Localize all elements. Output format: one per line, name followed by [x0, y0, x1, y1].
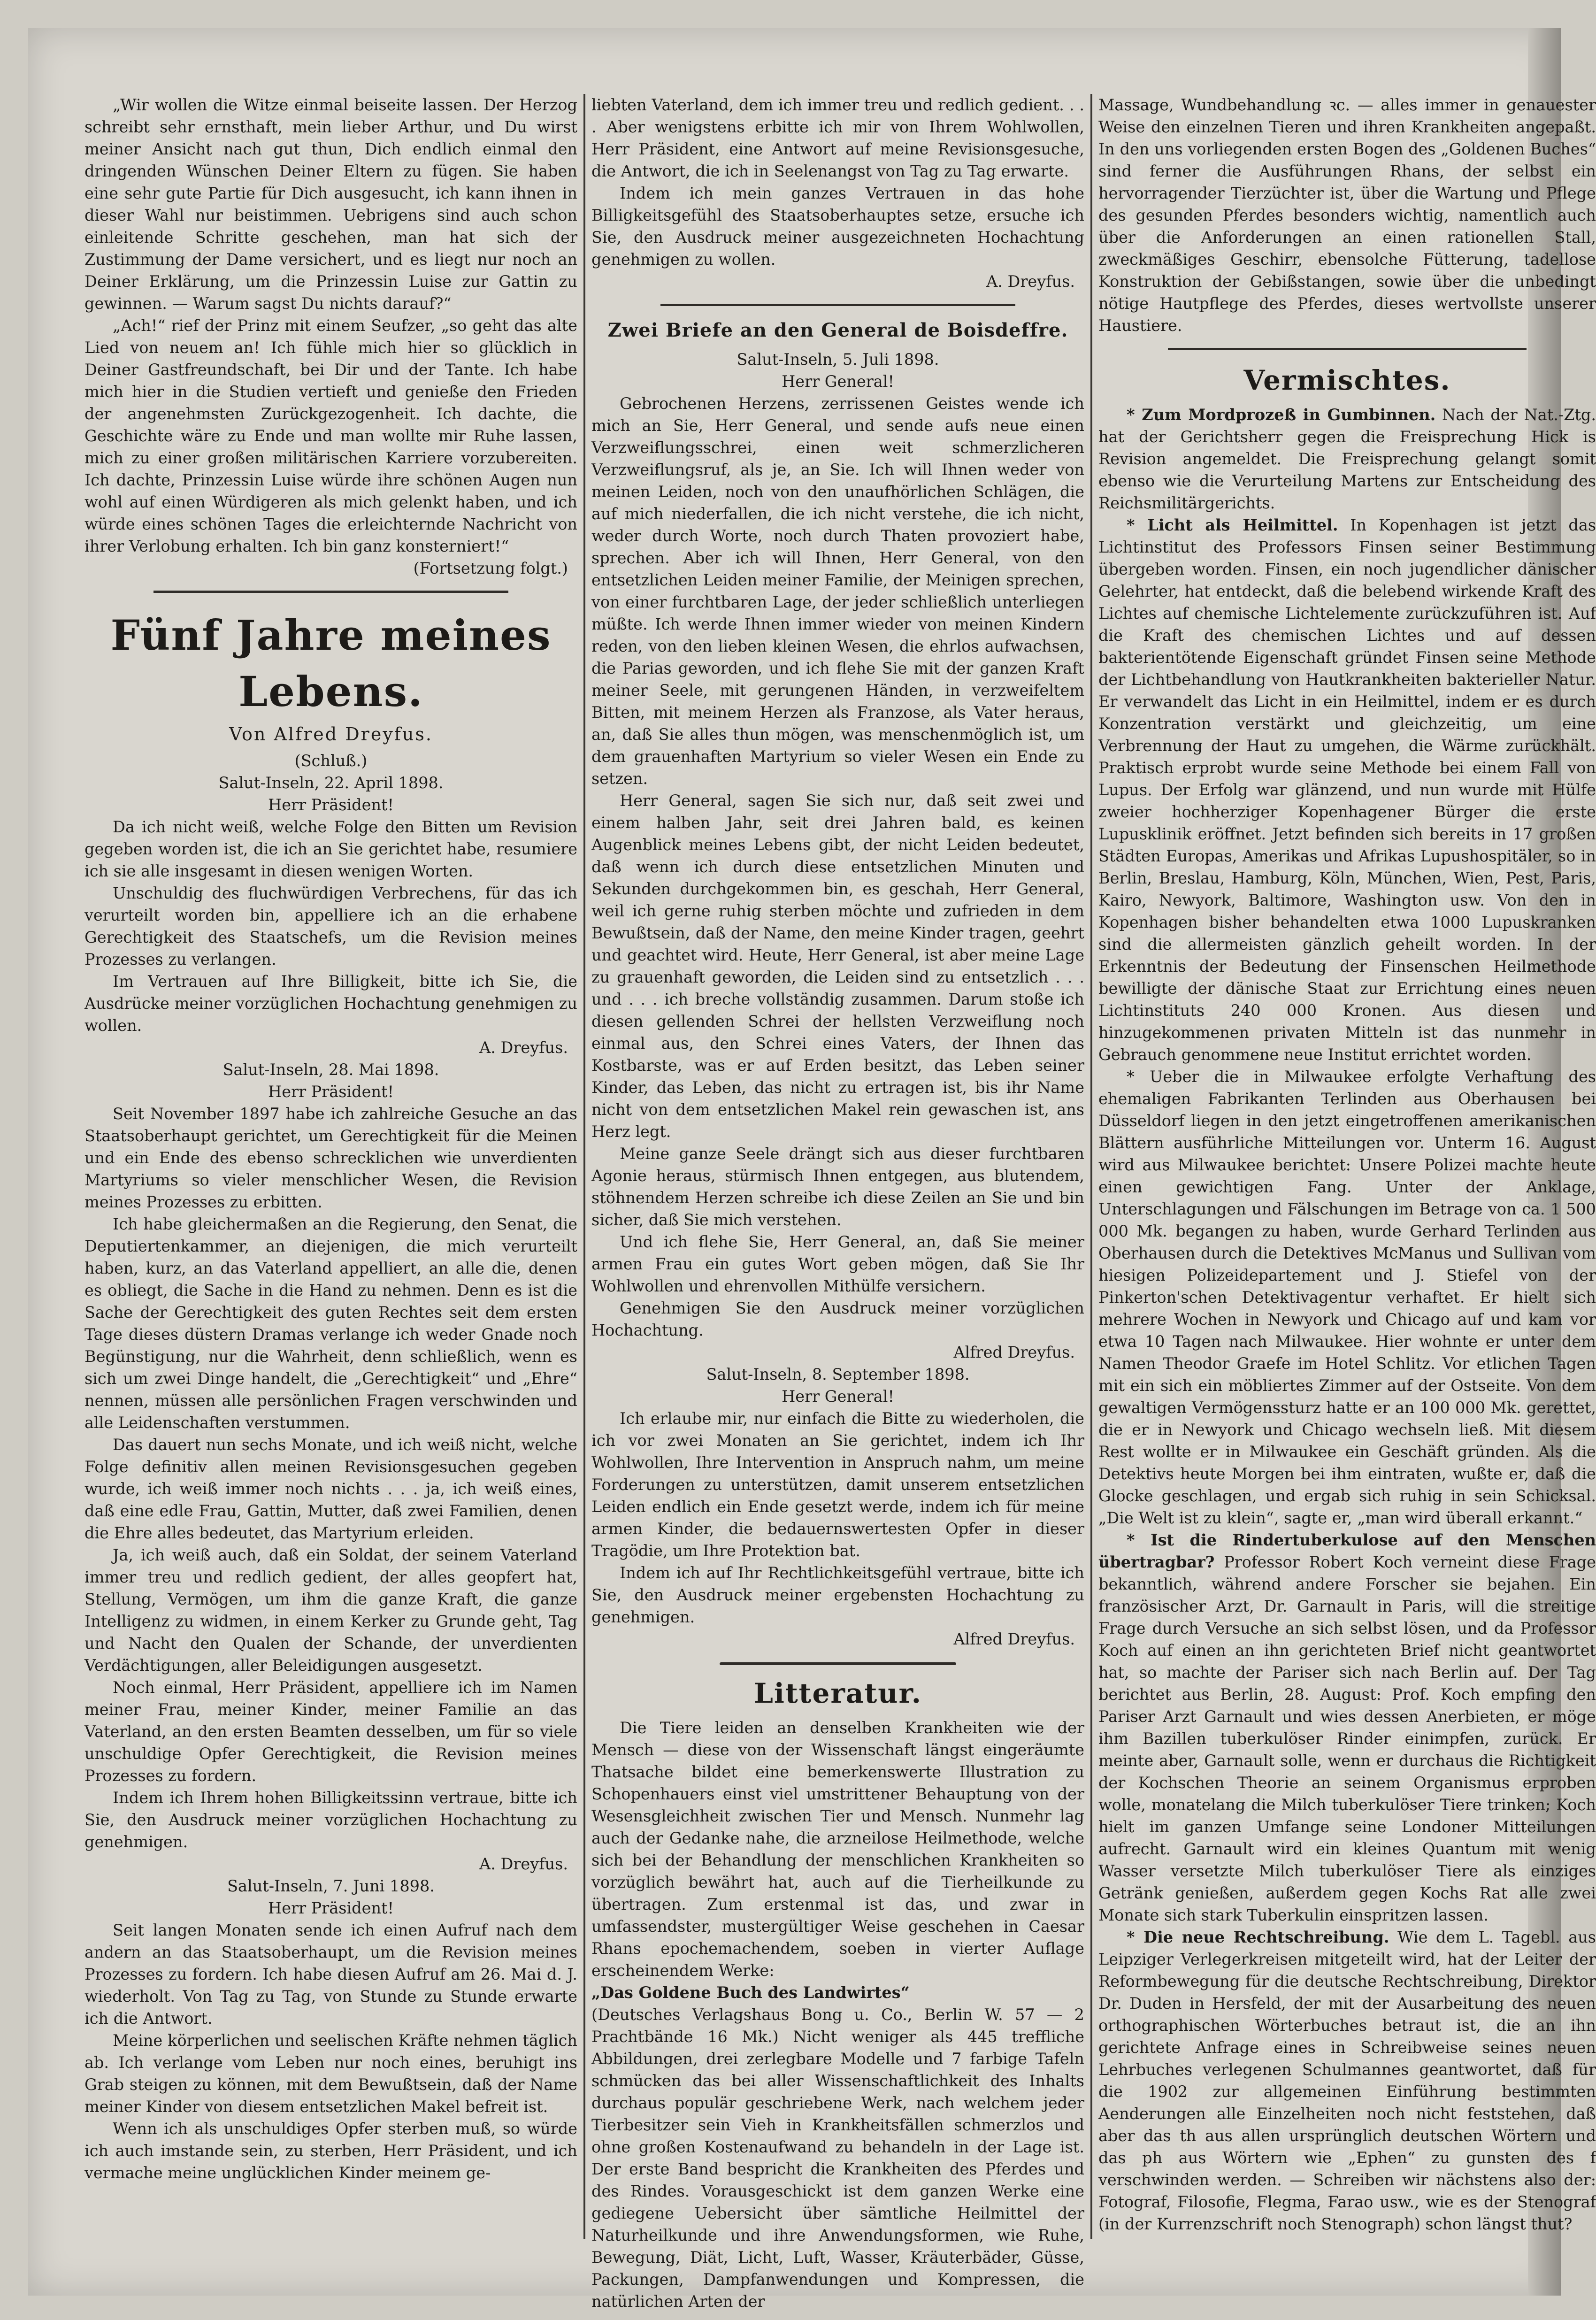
letter-paragraph: Indem ich Ihrem hohen Billigkeitssinn vertraue, bitte ich Sie, den Ausdruck meiner vorzüglichen Hochachtung zu genehmigen.	[84, 1789, 577, 1851]
news-item-title: * Ist die Rindertuberkulose auf den Menschen übertragbar?	[1098, 1531, 1596, 1571]
letter-paragraph: Unschuldig des fluchwürdigen Verbrechens, für das ich verurteilt worden bin, appelliere ich an die erhabene Gerechtigkeit des Staatschefs, um die Revision meines Prozesses zu verlangen.	[84, 884, 577, 968]
column-1	[84, 94, 577, 2239]
article-paragraph: Massage, Wundbehandlung ꝛc. — alles immer in genauester Weise den einzelnen Tieren und ihren Krankheiten angepaßt. In den uns vorliegenden ersten Bogen des „Goldenen Buches“ sind ferner die Ausführungen Rhans, der selbst ein hervorragender Tierzüchter ist, über die Wartung und Pflege des gesunden Pferdes besonders wichtig, namentlich auch über die Anforderungen an einen rationellen Stall, zweckmäßiges Geschirr, ebensolche Fütterung, tadellose Konstruktion der Gebißstangen, sowie über die unbedingt nötige Hautpflege des Pferdes, dieses wertvollste unserer Haustiere.	[1098, 96, 1596, 335]
letter-paragraph: Seit langen Monaten sende ich einen Aufruf nach dem andern an das Staatsoberhaupt, um die Revision meines Prozesses zu fordern. Ich habe diesen Aufruf am 26. Mai d. J. wiederholt. Von Tag zu Tag, von Stunde zu Stunde erwarte ich die Antwort.	[84, 1921, 577, 2028]
letter-signature: A. Dreyfus.	[479, 1855, 568, 1873]
letter-paragraph: Ich erlaube mir, nur einfach die Bitte zu wiederholen, die ich vor zwei Monaten an Sie gerichtet, indem ich Ihr Wohlwollen, Ihre Intervention in Anspruch nahm, um meine Forderungen zu unterstützen, damit unserem entsetzlichen Leiden endlich ein Ende gesetzt werde, indem ich für meine armen Kinder, die bedauernswertesten Opfer in dieser Tragödie, um Ihre Protektion bat.	[591, 1409, 1084, 1560]
letter-paragraph: Noch einmal, Herr Präsident, appelliere ich im Namen meiner Frau, meiner Kinder, meiner Familie an das Vaterland, an den ersten Beamten desselben, um für so viele unschuldige Opfer Gerechtigkeit, die Revision meines Prozesses zu fordern.	[84, 1678, 577, 1785]
letter-signature: Alfred Dreyfus.	[953, 1630, 1075, 1648]
letter-date: Salut-Inseln, 28. Mai 1898.	[223, 1060, 439, 1079]
news-item	[1098, 404, 1596, 514]
serial-paragraph: „Ach!“ rief der Prinz mit einem Seufzer, „so geht das alte Lied von neuem an! Ich fühle mich hier so glücklich in Deiner Gastfreundschaft, bei Dir und der Tante. Ich habe mich hier in die Studien vertieft und genieße den Frieden der angenehmsten Zurückgezogenheit. Ich dachte, die Geschichte wäre zu Ende und man wollte mir Ruhe lassen, mich zu einer großen militärischen Karriere vorzubereiten. Ich dachte, Prinzessin Luise würde ihre schönen Augen nun wohl auf einen Würdigeren als mich gelenkt haben, und ich würde eines schönen Tages die erleichternde Nachricht von ihrer Verlobung erhalten. Ich bin ganz konsterniert!“	[84, 316, 577, 555]
section-heading: Zwei Briefe an den General de Boisdeffre.	[607, 319, 1068, 341]
article-headline: Fünf Jahre meines Lebens.	[110, 611, 552, 716]
letter-paragraph: Und ich flehe Sie, Herr General, an, daß Sie meiner armen Frau ein gutes Wort geben mögen, daß Sie Ihr Wohlwollen und ehrenvollen Mithülfe versichern.	[591, 1233, 1084, 1295]
letter-date: Salut-Inseln, 5. Juli 1898.	[737, 350, 939, 369]
column-divider	[1090, 94, 1092, 2239]
letter-greeting: Herr Präsident!	[268, 1899, 394, 1917]
letter-paragraph: Im Vertrauen auf Ihre Billigkeit, bitte ich Sie, die Ausdrücke meiner vorzüglichen Hochachtung genehmigen zu wollen.	[84, 972, 577, 1035]
section-heading: Litteratur.	[754, 1677, 922, 1709]
news-item-text: In Kopenhagen ist jetzt das Lichtinstitut des Professors Finsen seiner Bestimmung übergeben worden. Finsen, ein noch jugendlicher dänischer Gelehrter, hat entdeckt, daß die belebend wirkende Kraft des Lichtes auf chemische Lichtelemente zurückzuführen ist. Auf die Kraft des chemischen Lichtes und auf dessen bakterientötende Eigenschaft gründet Finsen seine Methode der Lichtbehandlung von Hautkrankheiten bakterieller Natur. Er verwandelt das Licht in ein Heilmittel, indem er es durch Konzentration verstärkt und gleichzeitig, um eine Verbrennung der Haut zu umgehen, die Wärme zurückhält. Praktisch erprobt wurde seine Methode bei einem Fall von Lupus. Der Erfolg war glänzend, und nun wurde mit Hülfe zweier hochherziger Kopenhagener Bürger die erste Lupusklinik eröffnet. Jetzt befinden sich bereits in 17 großen Städten Europas, Amerikas und Afrikas Lupushospitäler, so in Berlin, Breslau, Hamburg, Köln, München, Wien, Pest, Paris, Kairo, Newyork, Baltimore, Washington usw. Von den in Kopenhagen bisher behandelten etwa 1000 Lupuskranken sind die allermeisten gänzlich geheilt worden. In der Erkenntnis der Bedeutung der Finsenschen Heilmethode bewilligte der dänische Staat zur Errichtung eines neuen Lichtinstituts 240 000 Kronen. Aus diesen und hinzugekommenen privaten Mitteln ist das nunmehr in Gebrauch genommene neue Institut errichtet worden.	[1098, 516, 1596, 1064]
letter-signature: A. Dreyfus.	[479, 1038, 568, 1057]
letter-paragraph: liebten Vaterland, dem ich immer treu und redlich gedient. . . . Aber wenigstens erbitte ich mir von Ihrem Wohlwollen, Herr Präsident, eine Antwort auf meine Revisionsgesuche, die Antwort, die ich in Seelenangst von Tag zu Tag erwarte.	[591, 96, 1084, 180]
article-byline: Von Alfred Dreyfus.	[229, 724, 433, 745]
news-item-title: * Licht als Heilmittel.	[1127, 516, 1338, 534]
letter-paragraph: Ich habe gleichermaßen an die Regierung, den Senat, die Deputiertenkammer, an diejenigen, die mich verurteilt haben, kurz, an das Vaterland appelliert, an alle die, denen es obliegt, die Sache in die Hand zu nehmen. Denn es ist die Sache der Gerechtigkeit des guten Rechtes seit dem ersten Tage dieses düstern Dramas verlange ich weder Gnade noch Begünstigung, nur die Wahrheit, denn schließlich, wenn es sich um zwei Dinge handelt, die „Gerechtigkeit“ und „Ehre“ nennen, müssen alle persönlichen Fragen verschwinden und alle Leidenschaften verstummen.	[84, 1215, 577, 1432]
letter-paragraph: Meine körperlichen und seelischen Kräfte nehmen täglich ab. Ich verlange vom Leben nur noch eines, beruhigt ins Grab steigen zu können, mit dem Bewußtsein, daß der Name meiner Kinder von diesem entsetzlichen Makel befreit ist.	[84, 2031, 577, 2116]
divider-rule	[1168, 348, 1526, 350]
letter-paragraph: Genehmigen Sie den Ausdruck meiner vorzüglichen Hochachtung.	[591, 1299, 1084, 1339]
letter-paragraph: Das dauert nun sechs Monate, und ich weiß nicht, welche Folge definitiv allen meinen Revisionsgesuchen gegeben wurde, ich weiß immer noch nichts . . . ja, ich weiß eines, daß eine edle Frau, Gattin, Mutter, daß zwei Familien, denen die Ehre alles bedeutet, das Martyrium erleiden.	[84, 1436, 577, 1542]
letter-paragraph: Indem ich mein ganzes Vertrauen in das hohe Billigkeitsgefühl des Staatsoberhauptes setze, ersuche ich Sie, den Ausdruck meiner ausgezeichneten Hochachtung genehmigen zu wollen.	[591, 184, 1084, 269]
letter-paragraph: Meine ganze Seele drängt sich aus dieser furchtbaren Agonie heraus, stürmisch Ihnen entgegen, aus blutendem, stöhnendem Herzen schreibe ich diese Zeilen an Sie und bin sicher, daß Sie mich verstehen.	[591, 1145, 1084, 1229]
letter-paragraph: Wenn ich als unschuldiges Opfer sterben muß, so würde ich auch imstande sein, zu sterben, Herr Präsident, und ich vermache meine unglücklichen Kinder meinem ge-	[84, 2120, 577, 2182]
article-paragraph: Die Tiere leiden an denselben Krankheiten wie der Mensch — diese von der Wissenschaft längst eingeräumte Thatsache bildet eine bemerkenswerte Illustration zu Schopenhauers einst viel umstrittener Behauptung von der Wesensgleichheit zwischen Tier und Mensch. Nunmehr lag auch der Gedanke nahe, die arzneilose Heilmethode, welche sich bei der Behandlung der menschlichen Krankheiten so vorzüglich bewährt hat, auch auf die Tierheilkunde zu übertragen. Zum erstenmal ist das, und zwar in umfassendster, mustergültiger Weise geschehen in Caesar Rhans epochemachendem, soeben in vierter Auflage erscheinendem Werke:	[591, 1719, 1084, 1980]
news-item-title: * Zum Mordprozeß in Gumbinnen.	[1127, 406, 1436, 424]
divider-rule	[720, 1662, 956, 1665]
divider-rule	[153, 591, 508, 593]
news-item: * Ueber die in Milwaukee erfolgte Verhaftung des ehemaligen Fabrikanten Terlinden aus Oberhausen bei Düsseldorf liegen in den jetzt eingetroffenen amerikanischen Blättern ausführliche Mitteilungen vor. Unterm 16. August wird aus Milwaukee berichtet: Unsere Polizei machte heute einen gewichtigen Fang. Unter der Anklage, Unterschlagungen und Fälschungen im Betrage von ca. 1 500 000 Mk. begangen zu haben, wurde Gerhard Terlinden aus Oberhausen durch die Detektives McManus und Sullivan vom hiesigen Polizeidepartement und J. Stiefel von der Pinkerton'schen Detektivagentur verhaftet. Er hielt sich mehrere Wochen in Newyork und Chicago auf und kam vor etwa 10 Tagen nach Milwaukee. Hier wohnte er unter dem Namen Theodor Graefe im Hotel Schlitz. Vor etlichen Tagen mit ein sich ein möbliertes Zimmer auf der Ostseite. Von dem gewaltigen Vermögenssturz hatte er an 100 000 Mk. gerettet, die er in Newyork und Chicago wechseln ließ. Mit diesem Rest wollte er in Milwaukee ein Geschäft gründen. Als die Detektivs heute Morgen bei ihm eintraten, wußte er, daß die Glocke geschlagen, und ergab sich ruhig in sein Schicksal. „Die Welt ist zu klein“, sagte er, „man wird überall erkannt.“	[1098, 1068, 1596, 1527]
letter-date: Salut-Inseln, 22. April 1898.	[218, 774, 444, 792]
letter-date: Salut-Inseln, 8. September 1898.	[706, 1365, 970, 1383]
newspaper-page	[28, 28, 1596, 2311]
letter-signature: Alfred Dreyfus.	[953, 1343, 1075, 1361]
news-item-text: Wie dem L. Tagebl. aus Leipziger Verlegerkreisen mitgeteilt wird, hat der Leiter der Reformbewegung für die deutsche Rechtschreibung, Direktor Dr. Duden in Hersfeld, der mit der Ausarbeitung des neuen orthographischen Wörterbuches betraut ist, die an ihn gerichtete Anfrage eines in Schreibweise seines neuen Lehrbuches verlegenen Schulmannes geantwortet, daß für die 1902 zur allgemeinen Einführung bestimmten Aenderungen alle Einzelheiten noch nicht feststehen, daß aber das th aus allen ursprünglich deutschen Wörtern und das ph aus Wörtern wie „Ephen“ zu gunsten des f verschwinden werden. — Schreiben wir nächstens also der: Fotograf, Filosofie, Flegma, Farao usw., wie es der Stenograf (in der Kurrenzschrift noch Stenograph) schon längst thut?	[1098, 1928, 1596, 2233]
article-paragraph: (Deutsches Verlagshaus Bong u. Co., Berlin W. 57 — 2 Prachtbände 16 Mk.) Nicht weniger als 445 treffliche Abbildungen, drei zerlegbare Modelle und 7 farbige Tafeln schmücken das bei aller Wissenschaftlichkeit des Inhalts durchaus populär geschriebene Werk, nach welchem jeder Tierbesitzer sein Vieh in Krankheitsfällen schmerzlos und ohne großen Kostenaufwand zu behandeln in der Lage ist. Der erste Band bespricht die Krankheiten des Pferdes und des Rindes. Vorausgeschickt ist dem ganzen Werke eine gediegene Uebersicht über sämtliche Heilmittel der Naturheilkunde und ihre Anwendungsformen, wie Ruhe, Bewegung, Diät, Licht, Luft, Wasser, Kräuterbäder, Güsse, Packungen, Dampfanwendungen und Kompressen, die natürlichen Arten der	[591, 2005, 1084, 2311]
column-divider	[583, 94, 585, 2239]
letter-greeting: Herr Präsident!	[268, 1083, 394, 1101]
letter-paragraph: Ja, ich weiß auch, daß ein Soldat, der seinem Vaterland immer treu und redlich gedient, der alles geopfert hat, Stellung, Vermögen, um ihm die ganze Kraft, die ganze Intelligenz zu widmen, in einem Kerker zu Grunde geht, Tag und Nacht den Qualen der Schande, der unverdienten Verdächtigungen, aller Beleidigungen ausgesetzt.	[84, 1546, 577, 1675]
news-item-text: Nach der Nat.-Ztg. hat der Gerichtsherr gegen die Freisprechung Hick is Revision angemeldet. Die Freisprechung gelangt somit ebenso wie die Verurteilung Martens zur Entscheidung des Reichsmilitärgerichts.	[1098, 406, 1596, 512]
column-2	[591, 94, 1084, 2311]
letter-signature: A. Dreyfus.	[986, 272, 1075, 291]
news-item-title: * Die neue Rechtschreibung.	[1127, 1928, 1389, 1946]
divider-rule	[660, 304, 1015, 306]
letter-paragraph: Seit November 1897 habe ich zahlreiche Gesuche an das Staatsoberhaupt gerichtet, um Gerechtigkeit für die Meinen und ein Ende des ebenso schrecklichen wie unverdienten Martyriums so vieler menschlicher Wesen, die Revision meines Prozesses zu erbitten.	[84, 1105, 577, 1211]
news-item-text: Professor Robert Koch verneint diese Frage bekanntlich, während andere Forscher sie bejahen. Ein französischer Arzt, Dr. Garnault in Paris, will die streitige Frage durch Versuche an sich selbst lösen, und da Professor Koch auf einen an ihn gerichteten Brief nicht geantwortet hat, so machte der Pariser sich nach Berlin auf. Der Tag berichtet aus Berlin, 28. August: Prof. Koch empfing den Pariser Arzt Garnault und wies dessen Anerbieten, er möge ihm Bazillen tuberkulöser Rinder einimpfen, zurück. Er meinte aber, Garnault solle, wenn er durchaus die Richtigkeit der Kochschen Theorie an seinem Organismus erproben wolle, monatelang die Milch tuberkulöser Tiere trinken; Koch hielt im ganzen Umfange seine Londoner Mitteilungen aufrecht. Garnault wird ein kleines Quantum mit wenig Wasser versetzte Milch tuberkulöser Tiere als einziges Getränk genießen, außerdem gegen Kochs Rat alle zwei Monate sich stark Tuberkulin einspritzen lassen.	[1098, 1553, 1596, 1924]
news-item	[1098, 514, 1596, 1066]
letter-paragraph: Herr General, sagen Sie sich nur, daß seit zwei und einem halben Jahr, seit drei Jahren bald, es keinen Augenblick meines Lebens gibt, der nicht Leiden bedeutet, daß wenn ich durch diese entsetzlichen Minuten und Sekunden durchgekommen bin, es geschah, Herr General, weil ich gerne ruhig sterben möchte und zufrieden in dem Bewußtsein, daß der Name, den meine Kinder tragen, geehrt und geachtet wird. Heute, Herr General, ist aber meine Lage zu grauenhaft geworden, die Leiden sind zu entsetzlich . . . und . . . ich breche vollständig zusammen. Darum stoße ich diesen gellenden Schrei der hellsten Verzweiflung noch einmal aus, den Schrei eines Vaters, der Ihnen das Kostbarste, was er auf Erden besitzt, das Leben seiner Kinder, das Leben, das nicht zu ertragen ist, bis ihr Name nicht von dem entsetzlichen Makel rein gewaschen ist, ans Herz legt.	[591, 791, 1084, 1141]
column-3	[1098, 94, 1596, 2239]
letter-date: Salut-Inseln, 7. Juni 1898.	[227, 1877, 435, 1895]
section-heading: Vermischtes.	[1243, 364, 1451, 396]
letter-greeting: Herr General!	[782, 1387, 894, 1406]
book-title: „Das Goldene Buch des Landwirtes“	[591, 1983, 910, 2002]
continued-note: (Fortsetzung folgt.)	[413, 559, 568, 577]
news-item	[1098, 1529, 1596, 1926]
serial-paragraph: „Wir wollen die Witze einmal beiseite lassen. Der Herzog schreibt sehr ernsthaft, mein lieber Arthur, und Du wirst meiner Ansicht nach gut thun, Dich endlich einmal den dringenden Wünschen Deiner Eltern zu fügen. Sie haben eine sehr gute Partie für Dich ausgesucht, ich kann ihnen in dieser Wahl nur beistimmen. Uebrigens sind auch schon einleitende Schritte geschehen, man hat sich der Zustimmung der Dame versichert, und es liegt nur noch an Deiner Erklärung, um die Prinzessin Luise zur Gattin zu gewinnen. — Warum sagst Du nichts darauf?“	[84, 96, 577, 313]
letter-paragraph: Indem ich auf Ihr Rechtlichkeitsgefühl vertraue, bitte ich Sie, den Ausdruck meiner ergebensten Hochachtung zu genehmigen.	[591, 1564, 1084, 1626]
conclusion-note: (Schluß.)	[294, 752, 368, 770]
letter-greeting: Herr Präsident!	[268, 796, 394, 814]
letter-paragraph: Da ich nicht weiß, welche Folge den Bitten um Revision gegeben worden ist, die ich an Sie gerichtet habe, resumiere ich sie alle insgesamt in diesen wenigen Worten.	[84, 818, 577, 880]
letter-greeting: Herr General!	[782, 372, 894, 391]
news-item	[1098, 1926, 1596, 2235]
letter-paragraph: Gebrochenen Herzens, zerrissenen Geistes wende ich mich an Sie, Herr General, und sende aufs neue einen Verzweiflungsschrei, einen weit schmerzlicheren Verzweiflungsruf, als je, an Sie. Ich will Ihnen weder von meinen Leiden, noch von den unaufhörlichen Schlägen, die auf mich niederfallen, die ich nicht verstehe, die ich nicht, weder durch Worte, noch durch Thaten provoziert habe, sprechen. Aber ich will Ihnen, Herr General, von den entsetzlichen Leiden meiner Familie, der Meinigen sprechen, von einer furchtbaren Lage, der jeder schließlich unterliegen müßte. Ich werde Ihnen immer wieder von meinen Kindern reden, von den lieben kleinen Wesen, die ehrlos aufwachsen, die Parias geworden, und ich flehe Sie mit der ganzen Kraft meiner Seele, mit gerungenen Händen, in verzweifeltem Bitten, mit meinem Herzen als Franzose, als Vater heraus, an, daß Sie alles thun mögen, was menschenmöglich ist, um dem grauenhaften Martyrium so vieler Wesen ein Ende zu setzen.	[591, 394, 1084, 788]
